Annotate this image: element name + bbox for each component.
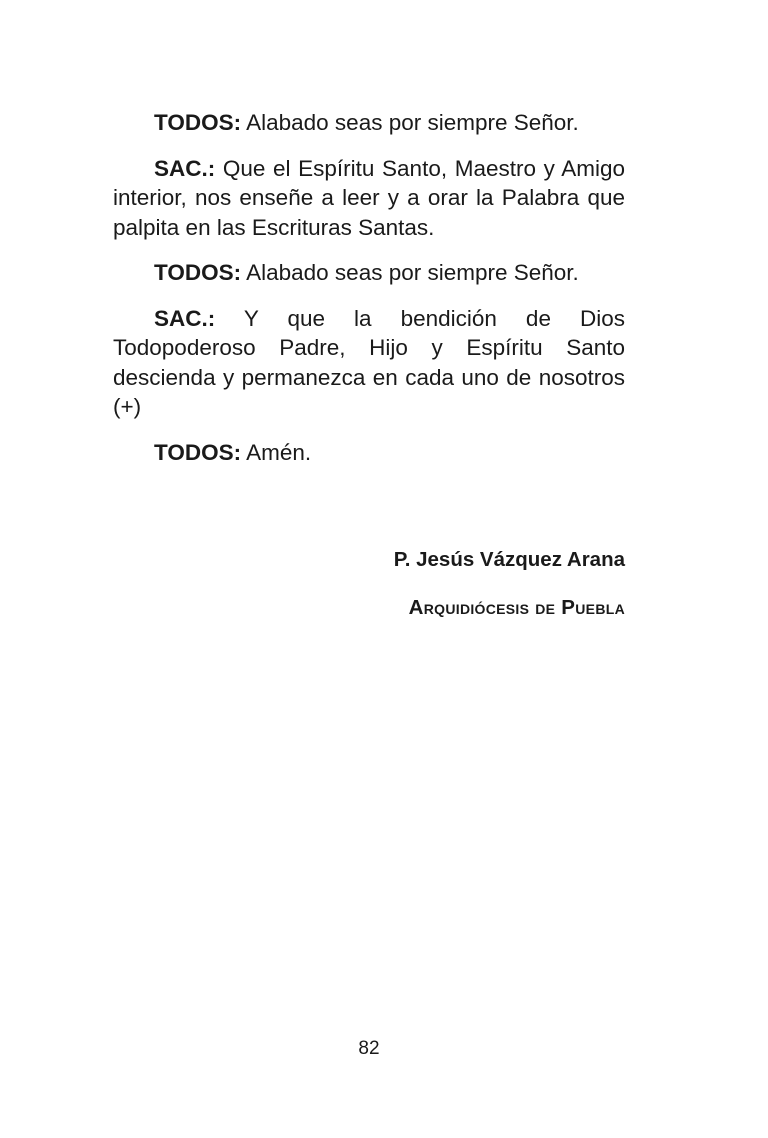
- speaker-label: TODOS:: [154, 439, 242, 465]
- paragraph: [113, 154, 625, 243]
- speaker-label: SAC.:: [154, 155, 216, 181]
- paragraph: [113, 438, 625, 468]
- signature-place: Arquidiócesis de Puebla: [408, 596, 625, 619]
- paragraph-text: Y que la bendición de Dios Todopoderoso Padre, Hijo y Espíritu Santo descienda y permanezca en cada uno de nosotros (+): [113, 305, 625, 419]
- paragraph-text: Alabado seas por siempre Señor.: [246, 260, 579, 285]
- speaker-label: SAC.:: [154, 305, 216, 331]
- paragraph: [113, 108, 625, 138]
- paragraph-text: Alabado seas por siempre Señor.: [246, 110, 579, 135]
- signature-name: P. Jesús Vázquez Arana: [393, 548, 625, 571]
- page-number: 82: [358, 1038, 380, 1059]
- speaker-label: TODOS:: [154, 110, 242, 135]
- paragraph-text: Que el Espíritu Santo, Maestro y Amigo interior, nos enseñe a leer y a orar la Palabra que palpita en las Escrituras Santas.: [113, 155, 625, 240]
- paragraph-text: Amén.: [246, 439, 312, 465]
- paragraph: [113, 258, 625, 288]
- paragraph: [113, 304, 625, 422]
- speaker-label: TODOS:: [154, 260, 242, 285]
- document-body: [113, 108, 625, 483]
